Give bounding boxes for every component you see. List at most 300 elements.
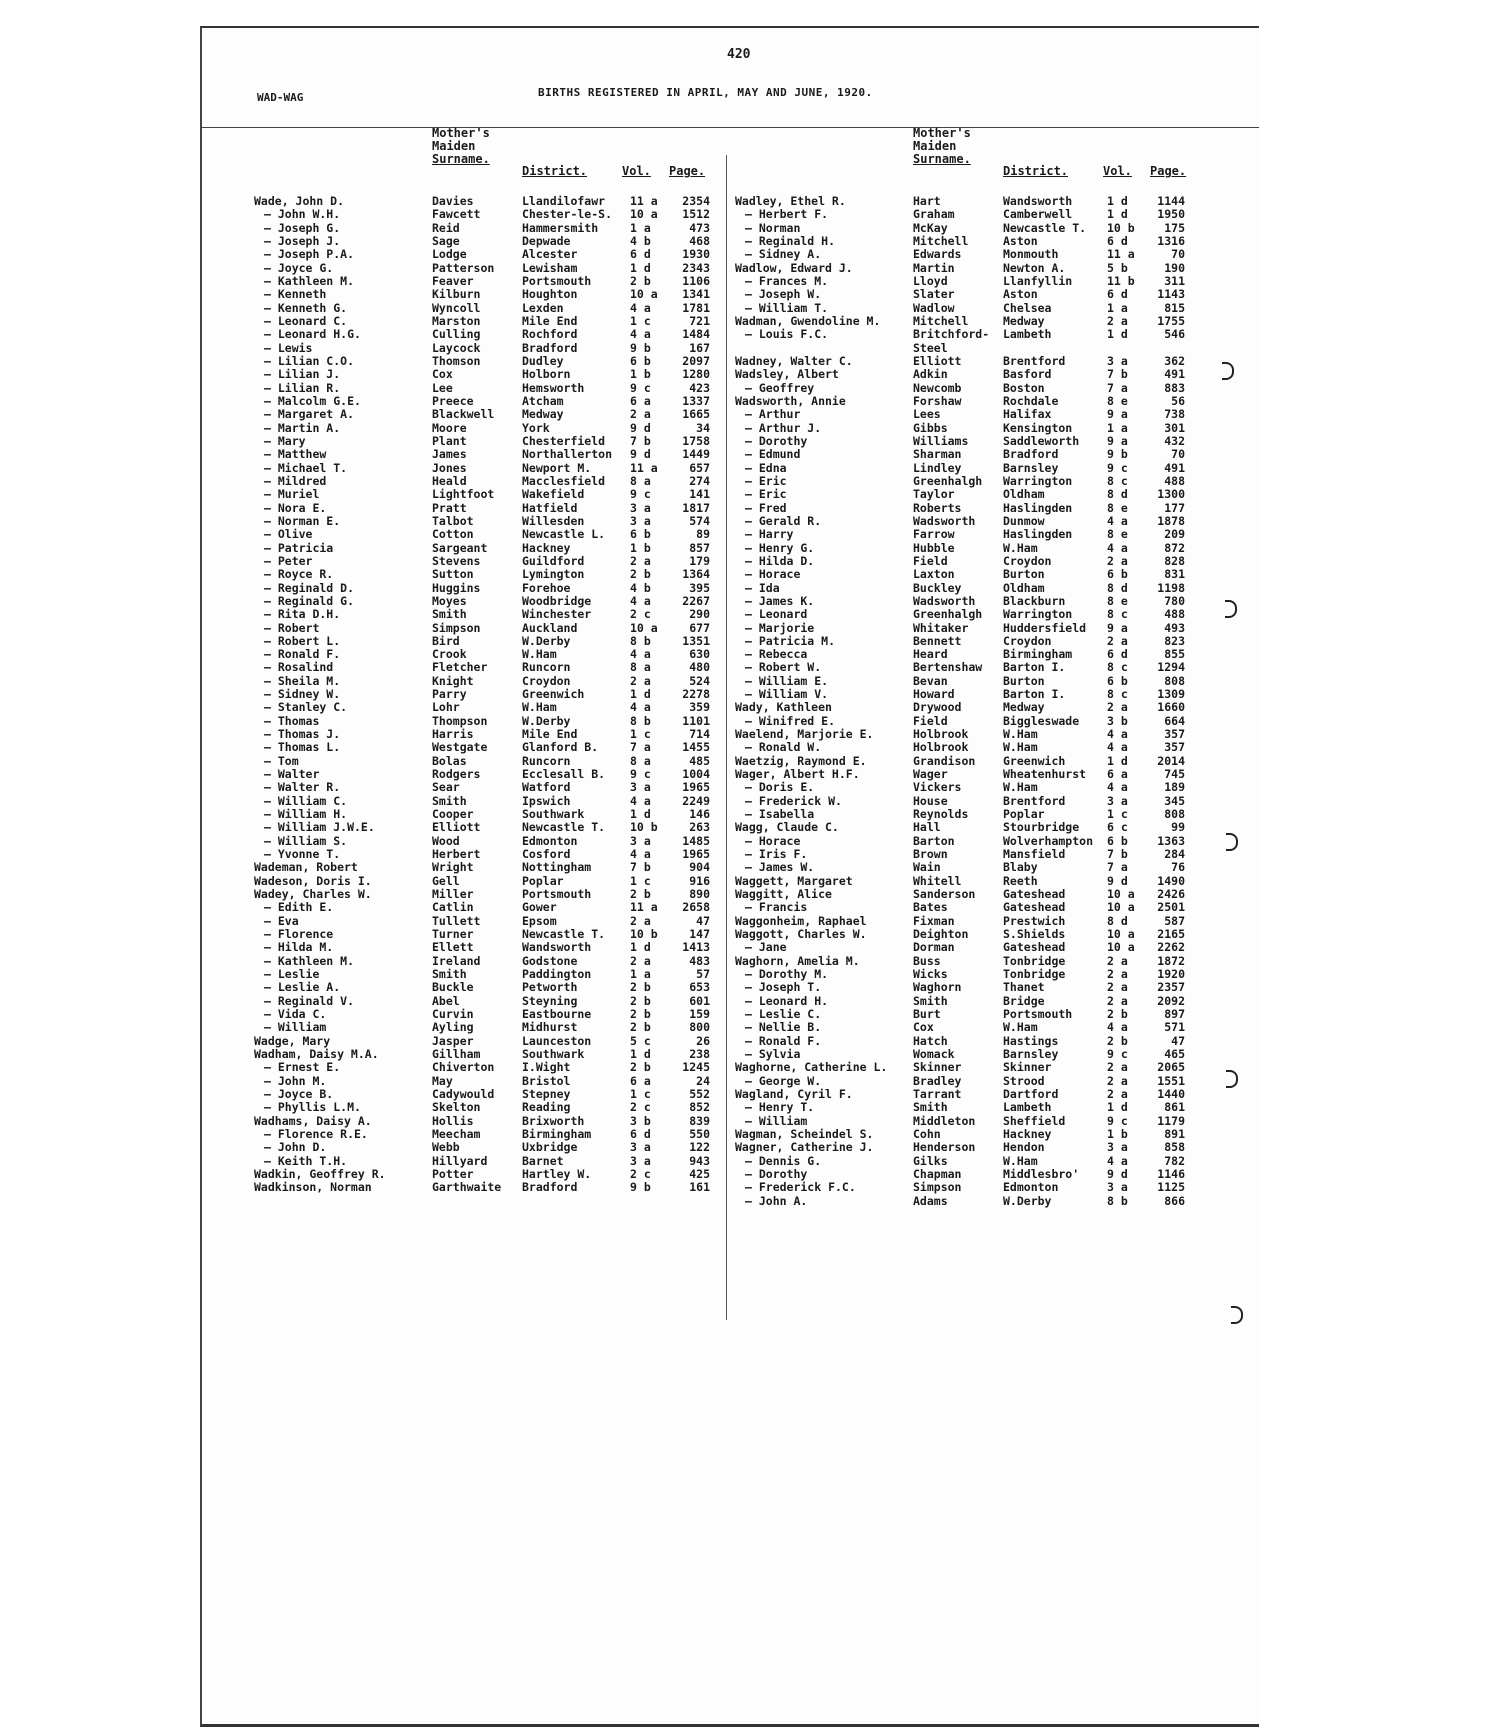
vol-cell: 11 a bbox=[630, 194, 658, 208]
page-cell: 70 bbox=[1171, 247, 1185, 262]
vol-cell: 2 a bbox=[630, 953, 651, 968]
page-cell: 2249 bbox=[682, 793, 710, 808]
vol-cell: 11 a bbox=[1107, 247, 1135, 262]
district-cell: Greenwich bbox=[1003, 753, 1066, 768]
name-cell: — Lewis bbox=[264, 340, 313, 355]
district-cell: Skinner bbox=[1003, 1060, 1052, 1075]
district-cell: Hammersmith bbox=[522, 220, 599, 235]
name-cell: — William C. bbox=[264, 793, 348, 808]
name-cell: Wademan, Robert bbox=[254, 860, 358, 875]
mothers-maiden-surname-cell: Kilburn bbox=[432, 287, 481, 302]
name-cell: — Lilian C.O. bbox=[264, 353, 355, 368]
district-cell: Mile End bbox=[522, 727, 578, 742]
name-cell: — William E. bbox=[745, 673, 829, 688]
district-cell: Strood bbox=[1003, 1073, 1045, 1088]
page-cell: 2426 bbox=[1157, 887, 1185, 902]
page-cell: 524 bbox=[689, 673, 710, 688]
name-cell: — Dorothy bbox=[745, 433, 808, 448]
district-cell: Lexden bbox=[522, 300, 564, 315]
district-cell: Saddleworth bbox=[1003, 433, 1080, 448]
name-cell: Wadman, Gwendoline M. bbox=[735, 313, 881, 328]
name-cell: — Walter R. bbox=[264, 780, 341, 795]
page-cell: 782 bbox=[1164, 1153, 1185, 1168]
name-cell: — Reginald H. bbox=[745, 233, 836, 248]
name-cell: Wadley, Ethel R. bbox=[735, 194, 846, 208]
name-cell: — Malcolm G.E. bbox=[264, 393, 361, 408]
vol-cell: 2 a bbox=[1107, 633, 1128, 648]
district-cell: Newcastle T. bbox=[1003, 220, 1087, 235]
name-cell: — Arthur bbox=[745, 407, 801, 422]
district-cell: W.Derby bbox=[522, 633, 571, 648]
name-cell: — Geoffrey bbox=[745, 380, 815, 395]
district-cell: Middlesbro' bbox=[1003, 1166, 1080, 1181]
page-cell: 1125 bbox=[1157, 1180, 1185, 1195]
district-cell: Poplar bbox=[1003, 807, 1045, 822]
vol-cell: 3 b bbox=[630, 1113, 651, 1128]
name-cell: Wagg, Claude C. bbox=[735, 820, 839, 835]
name-cell: Wadeson, Doris I. bbox=[254, 873, 372, 888]
district-cell: Forehoe bbox=[522, 580, 571, 595]
name-cell: — Robert bbox=[264, 620, 320, 635]
mothers-maiden-surname-cell: Womack bbox=[913, 1047, 955, 1061]
page-cell: 890 bbox=[689, 887, 710, 902]
district-cell: Houghton bbox=[522, 287, 578, 302]
vol-cell: 2 b bbox=[630, 887, 651, 902]
district-header: District. bbox=[1003, 164, 1069, 178]
mothers-maiden-surname-cell: Bates bbox=[913, 900, 948, 915]
district-cell: Rochford bbox=[522, 327, 578, 342]
mothers-maiden-surname-cell: Smith bbox=[913, 1100, 948, 1115]
vol-cell: 9 b bbox=[630, 340, 651, 355]
district-cell: Haslingden bbox=[1003, 500, 1073, 515]
name-cell: — Leslie C. bbox=[745, 1007, 822, 1022]
page-cell: 359 bbox=[689, 700, 710, 715]
vol-cell: 10 a bbox=[1107, 927, 1135, 942]
district-cell: Petworth bbox=[522, 980, 578, 995]
mothers-maiden-surname-cell: Crook bbox=[432, 647, 467, 662]
district-cell: Portsmouth bbox=[522, 887, 592, 902]
mothers-maiden-surname-cell: Huggins bbox=[432, 580, 481, 595]
page-cell: 190 bbox=[1164, 260, 1185, 275]
name-cell: — Martin A. bbox=[264, 420, 341, 435]
vol-cell: 8 c bbox=[1107, 687, 1128, 702]
vol-cell: 6 a bbox=[630, 393, 651, 408]
vol-cell: 5 c bbox=[630, 1033, 651, 1048]
district-cell: Burton bbox=[1003, 673, 1045, 688]
mothers-maiden-surname-cell: Wadsworth bbox=[913, 593, 976, 608]
district-cell: Wheatenhurst bbox=[1003, 767, 1087, 782]
vol-cell: 8 d bbox=[1107, 487, 1128, 502]
vol-cell: 3 a bbox=[1107, 1140, 1128, 1155]
mothers-maiden-surname-cell: Cotton bbox=[432, 527, 474, 542]
vol-cell: 4 a bbox=[1107, 740, 1128, 755]
page-cell: 56 bbox=[1171, 393, 1185, 408]
name-cell: — Reginald D. bbox=[264, 580, 355, 595]
page-cell: 159 bbox=[689, 1007, 710, 1022]
page-cell: 1878 bbox=[1157, 513, 1185, 528]
mothers-maiden-surname-cell: Wright bbox=[432, 860, 474, 875]
district-cell: Wandsworth bbox=[1003, 194, 1073, 208]
district-cell: W.Ham bbox=[1003, 1153, 1038, 1168]
page-cell: 587 bbox=[1164, 913, 1185, 928]
district-cell: W.Ham bbox=[1003, 740, 1038, 755]
name-cell: — Henry T. bbox=[745, 1100, 815, 1115]
district-cell: Bradford bbox=[1003, 447, 1059, 462]
name-cell: — Doris E. bbox=[745, 780, 815, 795]
district-cell: Tonbridge bbox=[1003, 967, 1066, 982]
page-cell: 70 bbox=[1171, 447, 1185, 462]
vol-cell: 6 a bbox=[630, 1073, 651, 1088]
page-cell: 800 bbox=[689, 1020, 710, 1035]
mothers-maiden-surname-cell: Gilks bbox=[913, 1153, 948, 1168]
vol-cell: 1 b bbox=[630, 367, 651, 382]
name-cell: Waghorne, Catherine L. bbox=[735, 1060, 888, 1075]
page-cell: 209 bbox=[1164, 527, 1185, 542]
name-cell: — Lilian R. bbox=[264, 380, 341, 395]
name-cell: Waggott, Charles W. bbox=[735, 927, 867, 942]
district-cell: Hackney bbox=[522, 540, 571, 555]
district-cell: Dartford bbox=[1003, 1086, 1059, 1101]
district-cell: Huddersfield bbox=[1003, 620, 1087, 635]
vol-cell: 9 c bbox=[1107, 460, 1128, 475]
district-cell: Eastbourne bbox=[522, 1007, 592, 1022]
name-cell: Wagner, Catherine J. bbox=[735, 1140, 874, 1155]
page-cell: 861 bbox=[1164, 1100, 1185, 1115]
mothers-maiden-surname-cell: Farrow bbox=[913, 527, 955, 542]
vol-cell: 4 a bbox=[1107, 1153, 1128, 1168]
vol-cell: 4 a bbox=[1107, 780, 1128, 795]
mothers-maiden-surname-cell: Marston bbox=[432, 313, 481, 328]
district-cell: Sheffield bbox=[1003, 1113, 1066, 1128]
name-cell: — Rebecca bbox=[745, 647, 808, 662]
page-cell: 738 bbox=[1164, 407, 1185, 422]
district-cell: Brixworth bbox=[522, 1113, 585, 1128]
page-cell: 601 bbox=[689, 993, 710, 1008]
mothers-maiden-surname-cell: Sargeant bbox=[432, 540, 488, 555]
name-cell: Wadkinson, Norman bbox=[254, 1180, 372, 1195]
name-cell: — Robert L. bbox=[264, 633, 341, 648]
mothers-maiden-surname-cell: Moyes bbox=[432, 593, 467, 608]
vol-cell: 10 a bbox=[1107, 940, 1135, 955]
name-cell: Waggonheim, Raphael bbox=[735, 913, 867, 928]
district-cell: Gateshead bbox=[1003, 940, 1066, 955]
name-cell: — Jane bbox=[745, 940, 787, 955]
mothers-maiden-surname-cell: Buckley bbox=[913, 580, 962, 595]
vol-cell: 7 a bbox=[630, 740, 651, 755]
name-cell: — Frederick W. bbox=[745, 793, 842, 808]
name-cell: — Hilda D. bbox=[745, 553, 815, 568]
mothers-maiden-surname-cell: Cadywould bbox=[432, 1086, 495, 1101]
page-cell: 721 bbox=[689, 313, 710, 328]
district-cell: Nottingham bbox=[522, 860, 592, 875]
district-cell: Bristol bbox=[522, 1073, 571, 1088]
mothers-maiden-surname-cell: Fletcher bbox=[432, 660, 488, 675]
district-cell: Portsmouth bbox=[1003, 1007, 1073, 1022]
name-cell: — Peter bbox=[264, 553, 313, 568]
mothers-maiden-surname-cell: Buss bbox=[913, 953, 941, 968]
district-cell: Hendon bbox=[1003, 1140, 1045, 1155]
name-cell: — Horace bbox=[745, 567, 801, 582]
vol-cell: 10 a bbox=[630, 620, 658, 635]
mothers-maiden-surname-cell: Smith bbox=[913, 993, 948, 1008]
name-cell: — Joseph W. bbox=[745, 287, 822, 302]
name-cell: Waghorn, Amelia M. bbox=[735, 953, 860, 968]
page-cell: 872 bbox=[1164, 540, 1185, 555]
vol-cell: 9 d bbox=[630, 447, 651, 462]
page-cell: 897 bbox=[1164, 1007, 1185, 1022]
page-cell: 1101 bbox=[682, 713, 710, 728]
page-cell: 189 bbox=[1164, 780, 1185, 795]
vol-cell: 3 a bbox=[1107, 793, 1128, 808]
page-cell: 1179 bbox=[1157, 1113, 1185, 1128]
district-cell: Barnet bbox=[522, 1153, 564, 1168]
page-cell: 1484 bbox=[682, 327, 710, 342]
district-cell: Alcester bbox=[522, 247, 578, 262]
vol-cell: 1 a bbox=[1107, 420, 1128, 435]
mothers-maiden-surname-cell: James bbox=[432, 447, 467, 462]
name-cell: — James K. bbox=[745, 593, 815, 608]
district-cell: Oldham bbox=[1003, 487, 1045, 502]
mothers-maiden-surname-cell: Stevens bbox=[432, 553, 481, 568]
surname-range: WAD-WAG bbox=[257, 91, 304, 104]
mothers-maiden-surname-cell: Talbot bbox=[432, 513, 474, 528]
mothers-maiden-surname-cell: May bbox=[432, 1073, 453, 1088]
district-cell: Barton I. bbox=[1003, 687, 1066, 702]
mothers-maiden-surname-cell: Henderson bbox=[913, 1140, 976, 1155]
vol-cell: 10 b bbox=[630, 820, 658, 835]
mothers-maiden-surname-cell: Greenhalgh bbox=[913, 607, 983, 622]
name-cell: Wade, John D. bbox=[254, 194, 345, 208]
page-cell: 167 bbox=[689, 340, 710, 355]
vol-cell: 9 c bbox=[1107, 1113, 1128, 1128]
page-cell: 122 bbox=[689, 1140, 710, 1155]
district-cell: Thanet bbox=[1003, 980, 1045, 995]
mothers-maiden-surname-cell: Jasper bbox=[432, 1033, 474, 1048]
vol-cell: 7 a bbox=[1107, 860, 1128, 875]
district-cell: Launceston bbox=[522, 1033, 592, 1048]
page-cell: 274 bbox=[689, 473, 710, 488]
name-cell: — Keith T.H. bbox=[264, 1153, 348, 1168]
mothers-maiden-surname-cell: Heald bbox=[432, 473, 467, 488]
page-cell: 311 bbox=[1164, 273, 1185, 288]
page-cell: 1440 bbox=[1157, 1086, 1185, 1101]
name-cell: Wadney, Walter C. bbox=[735, 353, 853, 368]
page-cell: 657 bbox=[689, 460, 710, 475]
name-cell: — Sidney A. bbox=[745, 247, 822, 262]
page-cell: 357 bbox=[1164, 740, 1185, 755]
district-cell: W.Ham bbox=[1003, 727, 1038, 742]
district-cell: Poplar bbox=[522, 873, 564, 888]
name-cell: Wadlow, Edward J. bbox=[735, 260, 853, 275]
name-cell: — Kathleen M. bbox=[264, 953, 355, 968]
mothers-maiden-surname-cell: Davies bbox=[432, 194, 474, 208]
district-cell: Rochdale bbox=[1003, 393, 1059, 408]
vol-cell: 4 a bbox=[630, 327, 651, 342]
vol-cell: 4 a bbox=[630, 647, 651, 662]
name-cell: — Yvonne T. bbox=[264, 847, 341, 862]
page-cell: 808 bbox=[1164, 673, 1185, 688]
mothers-maiden-surname-cell: Roberts bbox=[913, 500, 962, 515]
district-cell: Ipswich bbox=[522, 793, 571, 808]
district-cell: Haslingden bbox=[1003, 527, 1073, 542]
vol-cell: 1 d bbox=[630, 1047, 651, 1061]
district-cell: Reading bbox=[522, 1100, 571, 1115]
district-cell: Bradford bbox=[522, 340, 578, 355]
district-cell: Newcastle T. bbox=[522, 820, 606, 835]
name-cell: — Henry G. bbox=[745, 540, 815, 555]
page-cell: 488 bbox=[1164, 607, 1185, 622]
district-cell: Blackburn bbox=[1003, 593, 1066, 608]
page-cell: 552 bbox=[689, 1086, 710, 1101]
page-cell: 485 bbox=[689, 753, 710, 768]
mothers-maiden-surname-cell: Abel bbox=[432, 993, 460, 1008]
mothers-maiden-surname-cell: Simpson bbox=[432, 620, 481, 635]
vol-cell: 3 b bbox=[1107, 713, 1128, 728]
name-cell: — Kathleen M. bbox=[264, 273, 355, 288]
page-cell: 473 bbox=[689, 220, 710, 235]
name-cell: — Ronald F. bbox=[745, 1033, 822, 1048]
mothers-maiden-surname-cell: Ellett bbox=[432, 940, 474, 955]
vol-cell: 2 a bbox=[1107, 980, 1128, 995]
name-cell: — Phyllis L.M. bbox=[264, 1100, 361, 1115]
district-cell: Brentford bbox=[1003, 353, 1066, 368]
mothers-maiden-surname-cell: Slater bbox=[913, 287, 955, 302]
page-cell: 488 bbox=[1164, 473, 1185, 488]
name-cell: — Marjorie bbox=[745, 620, 815, 635]
page-cell: 1758 bbox=[682, 433, 710, 448]
district-cell: Croydon bbox=[1003, 633, 1052, 648]
mothers-maiden-surname-cell: Simpson bbox=[913, 1180, 962, 1195]
district-cell: W.Derby bbox=[522, 713, 571, 728]
name-cell: Wadham, Daisy M.A. bbox=[254, 1047, 379, 1061]
page-cell: 831 bbox=[1164, 567, 1185, 582]
name-cell: Waggitt, Alice bbox=[735, 887, 832, 902]
name-cell: — Frederick F.C. bbox=[745, 1180, 856, 1195]
mothers-maiden-surname-cell: Bird bbox=[432, 633, 460, 648]
mothers-maiden-surname-cell: Sage bbox=[432, 233, 460, 248]
vol-cell: 8 c bbox=[1107, 660, 1128, 675]
mothers-maiden-surname-cell: Bolas bbox=[432, 753, 467, 768]
district-cell: Bradford bbox=[522, 1180, 578, 1195]
district-cell: Greenwich bbox=[522, 687, 585, 702]
vol-cell: 6 c bbox=[1107, 820, 1128, 835]
mothers-maiden-surname-cell: Cooper bbox=[432, 807, 474, 822]
district-cell: Hemsworth bbox=[522, 380, 585, 395]
page-cell: 47 bbox=[696, 913, 710, 928]
district-cell: Willesden bbox=[522, 513, 585, 528]
mothers-maiden-surname-cell: Bevan bbox=[913, 673, 948, 688]
name-cell: Wagman, Scheindel S. bbox=[735, 1126, 874, 1141]
mothers-maiden-surname-cell: Catlin bbox=[432, 900, 474, 915]
page-cell: 664 bbox=[1164, 713, 1185, 728]
page-cell: 238 bbox=[689, 1047, 710, 1061]
name-cell: — William bbox=[745, 1113, 808, 1128]
district-cell: Birmingham bbox=[1003, 647, 1073, 662]
mothers-maiden-surname-cell: Knight bbox=[432, 673, 474, 688]
mothers-maiden-surname-cell: Deighton bbox=[913, 927, 969, 942]
vol-cell: 2 a bbox=[1107, 953, 1128, 968]
vol-cell: 1 d bbox=[630, 260, 651, 275]
mothers-maiden-surname-cell: Cox bbox=[913, 1020, 934, 1035]
page-cell: 714 bbox=[689, 727, 710, 742]
district-cell: Depwade bbox=[522, 233, 571, 248]
page-cell: 916 bbox=[689, 873, 710, 888]
vol-cell: 1 d bbox=[1107, 753, 1128, 768]
page-cell: 423 bbox=[689, 380, 710, 395]
mothers-maiden-surname-cell: Lloyd bbox=[913, 273, 948, 288]
district-cell: Newcastle L. bbox=[522, 527, 606, 542]
page-cell: 943 bbox=[689, 1153, 710, 1168]
name-cell: Waggett, Margaret bbox=[735, 873, 853, 888]
name-cell: — Florence R.E. bbox=[264, 1126, 368, 1141]
vol-cell: 2 a bbox=[630, 407, 651, 422]
mothers-maiden-surname-cell: Bertenshaw bbox=[913, 660, 983, 675]
vol-cell: 1 d bbox=[630, 687, 651, 702]
vol-cell: 1 d bbox=[1107, 207, 1128, 222]
name-cell: — Winifred E. bbox=[745, 713, 836, 728]
name-cell: — Leonard H.G. bbox=[264, 327, 361, 342]
mothers-maiden-surname-cell: Greenhalgh bbox=[913, 473, 983, 488]
vol-header: Vol. bbox=[622, 164, 651, 178]
page-cell: 141 bbox=[689, 487, 710, 502]
name-cell: — Nellie B. bbox=[745, 1020, 822, 1035]
vol-cell: 6 d bbox=[1107, 287, 1128, 302]
mothers-maiden-surname-cell: Waghorn bbox=[913, 980, 962, 995]
page-cell: 574 bbox=[689, 513, 710, 528]
page-cell: 2267 bbox=[682, 593, 710, 608]
name-cell: — Patricia bbox=[264, 540, 334, 555]
name-cell: — Eric bbox=[745, 487, 787, 502]
page-cell: 146 bbox=[689, 807, 710, 822]
page-cell: 2343 bbox=[682, 260, 710, 275]
name-cell: — Ida bbox=[745, 580, 780, 595]
page-cell: 904 bbox=[689, 860, 710, 875]
mothers-maiden-surname-cell: Rodgers bbox=[432, 767, 481, 782]
district-cell: Lewisham bbox=[522, 260, 578, 275]
district-cell: Newton A. bbox=[1003, 260, 1066, 275]
vol-cell: 7 b bbox=[1107, 847, 1128, 862]
mothers-maiden-surname-cell: Steel bbox=[913, 340, 948, 355]
page-cell: 491 bbox=[1164, 367, 1185, 382]
page-cell: 147 bbox=[689, 927, 710, 942]
name-cell: — Edith E. bbox=[264, 900, 334, 915]
name-cell: — Louis F.C. bbox=[745, 327, 829, 342]
mothers-maiden-surname-cell: Sear bbox=[432, 780, 460, 795]
name-cell: — Mary bbox=[264, 433, 306, 448]
page-number: 420 bbox=[727, 47, 751, 62]
mothers-maiden-surname-cell: Gell bbox=[432, 873, 460, 888]
vol-cell: 9 c bbox=[630, 767, 651, 782]
vol-cell: 8 b bbox=[1107, 1193, 1128, 1208]
name-cell: Wadsley, Albert bbox=[735, 367, 839, 382]
vol-cell: 4 a bbox=[630, 593, 651, 608]
header-rule bbox=[202, 127, 1259, 128]
mothers-maiden-surname-cell: Laycock bbox=[432, 340, 481, 355]
district-cell: Dunmow bbox=[1003, 513, 1045, 528]
name-cell: — Leslie bbox=[264, 967, 320, 982]
register-sheet bbox=[200, 26, 1259, 1727]
page-cell: 1485 bbox=[682, 833, 710, 848]
district-cell: York bbox=[522, 420, 550, 435]
vol-cell: 6 b bbox=[1107, 673, 1128, 688]
district-cell: Northallerton bbox=[522, 447, 613, 462]
page-header: Page. bbox=[669, 164, 706, 178]
name-cell: Wadkin, Geoffrey R. bbox=[254, 1166, 386, 1181]
page-cell: 630 bbox=[689, 647, 710, 662]
page-cell: 1755 bbox=[1157, 313, 1185, 328]
district-cell: Aston bbox=[1003, 233, 1038, 248]
name-cell: — Robert W. bbox=[745, 660, 822, 675]
